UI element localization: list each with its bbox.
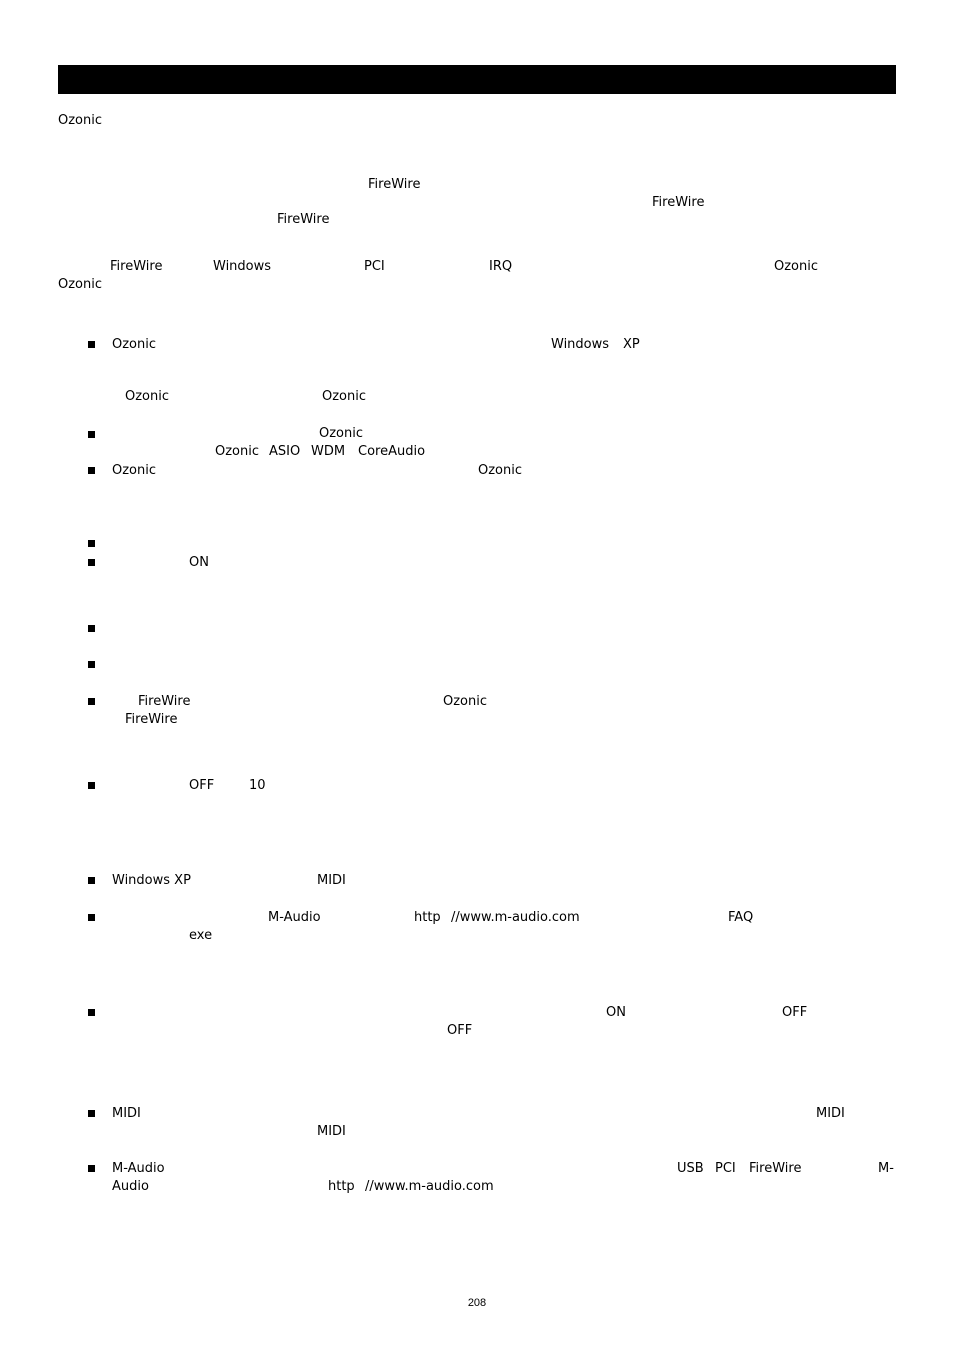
- word-firewire: FireWire: [110, 259, 163, 274]
- bullet-square: [88, 540, 95, 547]
- bullet-square: [88, 1009, 95, 1016]
- word-pci: PCI: [715, 1161, 736, 1176]
- bullet-square: [88, 782, 95, 789]
- bullet-square: [88, 1165, 95, 1172]
- word-ozonic: Ozonic: [112, 337, 157, 352]
- word-midi: MIDI: [816, 1106, 845, 1121]
- word-firewire: FireWire: [125, 712, 178, 727]
- bullet-square: [88, 914, 95, 921]
- word-url: //www.m-audio.com: [451, 910, 580, 925]
- word-ozonic: Ozonic: [443, 694, 488, 709]
- bullet-square: [88, 1110, 95, 1117]
- word-faq: FAQ: [728, 910, 754, 925]
- word-url: //www.m-audio.com: [365, 1179, 494, 1194]
- section-header-bar: [58, 65, 896, 94]
- word-ozonic: Ozonic: [319, 426, 364, 441]
- word-m-dash: M-: [878, 1161, 894, 1176]
- page-number: 208: [467, 1297, 487, 1309]
- word-firewire: FireWire: [652, 195, 705, 210]
- word-ozonic: Ozonic: [58, 113, 103, 128]
- word-http: http: [328, 1179, 355, 1194]
- word-m-audio: M-Audio: [268, 910, 321, 925]
- word-m-audio: M-Audio: [112, 1161, 165, 1176]
- word-ozonic: Ozonic: [774, 259, 819, 274]
- word-firewire: FireWire: [277, 212, 330, 227]
- word-firewire: FireWire: [368, 177, 421, 192]
- word-ozonic: Ozonic: [322, 389, 367, 404]
- word-on: ON: [189, 555, 209, 570]
- bullet-square: [88, 559, 95, 566]
- word-audio: Audio: [112, 1179, 149, 1194]
- word-irq: IRQ: [489, 259, 513, 274]
- bullet-square: [88, 698, 95, 705]
- word-off: OFF: [189, 778, 215, 793]
- bullet-square: [88, 467, 95, 474]
- word-exe: exe: [189, 928, 213, 943]
- word-midi: MIDI: [317, 873, 346, 888]
- bullet-square: [88, 431, 95, 438]
- word-windows-xp: Windows XP: [112, 873, 191, 888]
- word-pci: PCI: [364, 259, 385, 274]
- word-wdm: WDM: [311, 444, 346, 459]
- word-midi: MIDI: [317, 1124, 346, 1139]
- bullet-square: [88, 625, 95, 632]
- word-ozonic: Ozonic: [215, 444, 260, 459]
- word-midi: MIDI: [112, 1106, 141, 1121]
- word-asio: ASIO: [269, 444, 301, 459]
- word-http: http: [414, 910, 441, 925]
- word-ozonic: Ozonic: [125, 389, 170, 404]
- word-ozonic: Ozonic: [112, 463, 157, 478]
- word-firewire: FireWire: [138, 694, 191, 709]
- bullet-square: [88, 341, 95, 348]
- word-off: OFF: [447, 1023, 473, 1038]
- bullet-square: [88, 877, 95, 884]
- word-firewire: FireWire: [749, 1161, 802, 1176]
- word-usb: USB: [677, 1161, 704, 1176]
- word-ten: 10: [249, 778, 266, 793]
- word-ozonic: Ozonic: [58, 277, 103, 292]
- word-xp: XP: [623, 337, 640, 352]
- word-on: ON: [606, 1005, 626, 1020]
- word-off: OFF: [782, 1005, 808, 1020]
- word-coreaudio: CoreAudio: [358, 444, 426, 459]
- word-ozonic: Ozonic: [478, 463, 523, 478]
- word-windows: Windows: [213, 259, 272, 274]
- word-windows: Windows: [551, 337, 610, 352]
- bullet-square: [88, 661, 95, 668]
